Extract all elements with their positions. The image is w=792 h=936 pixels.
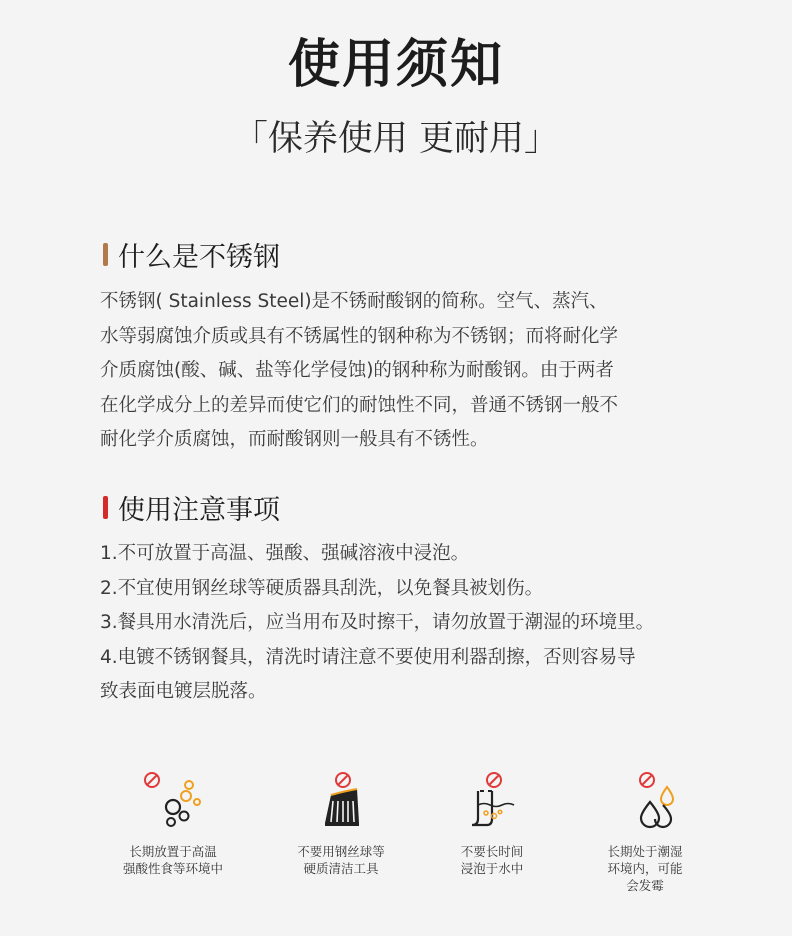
paragraph-line: 致表面电镀层脱落。 [100,681,267,702]
page-title: 使用须知 [287,35,504,95]
section-title: 什么是不锈钢 [118,241,280,273]
paragraph-line: 不锈钢( Stainless Steel)是不锈耐酸钢的简称。空气、蒸汽、 [100,291,608,312]
icon-caption: 不要长时间 浸泡于水中 [460,844,524,876]
paragraph-line: 1.不可放置于高温、强酸、强碱溶液中浸泡。 [100,543,470,564]
prohibit-icon [640,773,654,787]
paragraph-line: 4.电镀不锈钢餐具，清洗时请注意不要使用利器刮擦，否则容易导 [100,646,636,668]
section-body-usage-notes [100,537,720,710]
bubbles-icon [128,765,218,835]
prohibit-icon [487,773,501,787]
prohibit-icon [145,773,159,787]
warning-item-soaking [407,765,577,877]
icon-caption: 不要用钢丝球等 硬质清洁工具 [297,844,385,876]
section-bar [103,243,108,266]
brush-icon [291,765,391,835]
warning-item-humidity [560,765,730,894]
paragraph-line: 介质腐蚀(酸、碱、盐等化学侵蚀)的钢种称为耐酸钢。由于两者 [100,360,614,381]
icon-caption: 长期处于潮湿 环境内，可能 会发霉 [607,844,683,893]
paragraph-line: 2.不宜使用钢丝球等硬质器具刮洗，以免餐具被划伤。 [100,577,544,599]
section-heading-usage-notes [103,489,280,525]
paragraph-line: 水等弱腐蚀介质或具有不锈属性的钢种称为不锈钢；而将耐化学 [100,325,619,347]
paragraph-line: 3.餐具用水清洗后，应当用布及时擦干，请勿放置于潮湿的环境里。 [100,612,655,633]
warning-item-heat-acid [88,765,258,877]
icon-caption: 长期放置于高温 强酸性食等环境中 [122,844,223,876]
basin-icon [442,765,542,835]
section-body-stainless-steel [100,285,720,458]
prohibit-icon [336,773,350,787]
section-title: 使用注意事项 [118,494,280,526]
section-heading-stainless-steel [103,236,280,272]
paragraph-line: 耐化学介质腐蚀，而耐酸钢则一般具有不锈性。 [100,429,489,450]
page-subtitle: 「保养使用 更耐用」 [232,119,560,159]
section-bar [103,496,108,519]
warning-item-steel-wool [256,765,426,877]
paragraph-line: 在化学成分上的差异而使它们的耐蚀性不同，普通不锈钢一般不 [100,394,619,416]
droplets-icon [595,765,695,835]
warning-icons-row [0,765,792,905]
